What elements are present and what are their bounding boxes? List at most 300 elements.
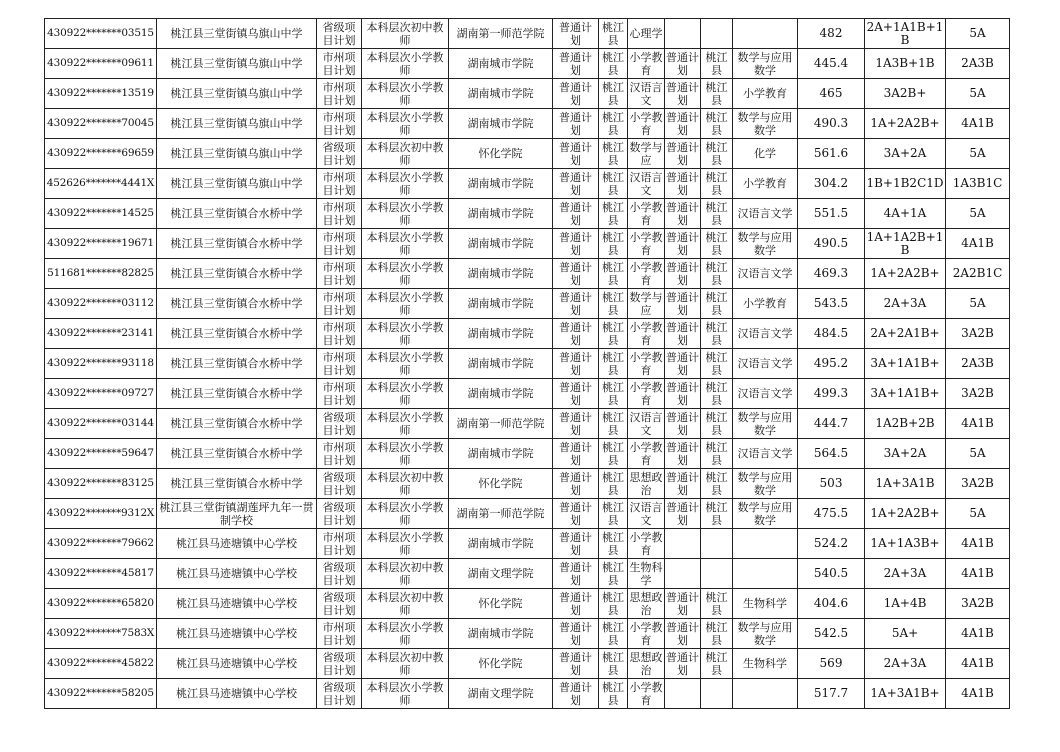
- cell-major-2: 数学与应用数学: [733, 469, 798, 499]
- cell-county-2: 桃江县: [701, 469, 733, 499]
- cell-plan-type-1: 普通计划: [553, 79, 599, 109]
- cell-school: 桃江县马迹塘镇中心学校: [157, 529, 317, 559]
- cell-major-2: 数学与应用数学: [733, 109, 798, 139]
- cell-county-2: 桃江县: [701, 139, 733, 169]
- cell-combo-2: 4A1B: [946, 109, 1010, 139]
- cell-combo-1: 1A+2A2B+: [865, 109, 946, 139]
- cell-id: 430922*******45822: [45, 649, 157, 679]
- cell-plan-type-2: 普通计划: [666, 230, 699, 257]
- cell-major-1: 数学与应: [629, 290, 663, 317]
- cell-combo-1: 1A+4B: [865, 589, 946, 619]
- cell-county-2: [701, 679, 733, 709]
- cell-teacher-type: 本科层次小学教师: [362, 679, 449, 709]
- cell-college: 怀化学院: [449, 469, 553, 499]
- cell-combo-1: 4A+1A: [865, 199, 946, 229]
- cell-plan-level: 市州项目计划: [317, 79, 362, 109]
- cell-plan-type-1: 普通计划: [553, 49, 599, 79]
- cell-school: 桃江县三堂街镇合水桥中学: [157, 199, 317, 229]
- cell-teacher-type: 本科层次小学教师: [362, 409, 449, 439]
- cell-score: 503: [798, 469, 865, 499]
- cell-teacher-type: 本科层次小学教师: [362, 109, 449, 139]
- table-row: [45, 229, 1010, 259]
- cell-teacher-type: 本科层次初中教师: [362, 139, 449, 169]
- cell-teacher-type: 本科层次初中教师: [362, 19, 449, 49]
- cell-school: 桃江县三堂街镇合水桥中学: [157, 469, 317, 499]
- cell-college: 湖南城市学院: [449, 79, 553, 109]
- cell-county-1: 桃江县: [599, 139, 628, 169]
- cell-combo-1: 1A+1A3B+: [865, 529, 946, 559]
- cell-major-1: 小学教育: [629, 440, 663, 467]
- cell-plan-type-1: 普通计划: [553, 559, 599, 589]
- cell-score: 564.5: [798, 439, 865, 469]
- table-row: [45, 679, 1010, 709]
- cell-school: 桃江县三堂街镇乌旗山中学: [157, 169, 317, 199]
- cell-id: 430922*******19671: [45, 229, 157, 259]
- cell-county-1: 桃江县: [599, 589, 628, 619]
- cell-major-2: 汉语言文学: [733, 199, 798, 229]
- table-row: [45, 469, 1010, 499]
- cell-combo-2: 5A: [946, 19, 1010, 49]
- cell-score: 543.5: [798, 289, 865, 319]
- cell-school: 桃江县马迹塘镇中心学校: [157, 649, 317, 679]
- cell-college: 湖南第一师范学院: [449, 409, 553, 439]
- cell-plan-type-1: 普通计划: [553, 439, 599, 469]
- cell-combo-1: 3A+2A: [865, 139, 946, 169]
- cell-plan-type-2: 普通计划: [666, 440, 699, 467]
- cell-combo-1: 1A+3A1B+: [865, 679, 946, 709]
- cell-major-1: 小学教育: [629, 50, 663, 77]
- cell-combo-2: 4A1B: [946, 679, 1010, 709]
- cell-county-1: 桃江县: [599, 199, 628, 229]
- cell-teacher-type: 本科层次小学教师: [362, 379, 449, 409]
- cell-school: 桃江县三堂街镇乌旗山中学: [157, 109, 317, 139]
- cell-teacher-type: 本科层次小学教师: [362, 529, 449, 559]
- cell-combo-2: 5A: [946, 79, 1010, 109]
- cell-combo-2: 5A: [946, 199, 1010, 229]
- cell-plan-type-1: 普通计划: [553, 529, 599, 559]
- cell-combo-2: 4A1B: [946, 229, 1010, 259]
- cell-college: 湖南城市学院: [449, 49, 553, 79]
- cell-college: 湖南城市学院: [449, 379, 553, 409]
- table-row: [45, 199, 1010, 229]
- cell-combo-1: 1A2B+2B: [865, 409, 946, 439]
- cell-plan-type-1: 普通计划: [553, 199, 599, 229]
- cell-major-1: 小学教育: [629, 680, 663, 707]
- cell-county-1: 桃江县: [599, 499, 628, 529]
- cell-county-1: 桃江县: [599, 319, 628, 349]
- cell-school: 桃江县三堂街镇湖莲坪九年一贯制学校: [157, 499, 317, 529]
- cell-combo-2: 3A2B: [946, 469, 1010, 499]
- cell-combo-1: 1A3B+1B: [865, 49, 946, 79]
- cell-major-2: [733, 679, 798, 709]
- cell-teacher-type: 本科层次小学教师: [362, 79, 449, 109]
- cell-school: 桃江县三堂街镇合水桥中学: [157, 439, 317, 469]
- cell-teacher-type: 本科层次小学教师: [362, 49, 449, 79]
- cell-plan-level: 省级项目计划: [317, 409, 362, 439]
- cell-county-2: 桃江县: [701, 259, 733, 289]
- cell-plan-type-1: 普通计划: [553, 289, 599, 319]
- cell-score: 444.7: [798, 409, 865, 439]
- cell-college: 湖南城市学院: [449, 319, 553, 349]
- cell-school: 桃江县三堂街镇乌旗山中学: [157, 19, 317, 49]
- cell-score: 495.2: [798, 349, 865, 379]
- cell-plan-type-1: 普通计划: [553, 589, 599, 619]
- cell-combo-2: 2A3B: [946, 49, 1010, 79]
- table-row: [45, 409, 1010, 439]
- cell-major-1: 心理学: [628, 19, 665, 49]
- cell-college: 湖南城市学院: [449, 199, 553, 229]
- cell-major-2: 小学教育: [733, 169, 798, 199]
- cell-combo-1: 5A+: [865, 619, 946, 649]
- cell-plan-type-2: 普通计划: [666, 620, 699, 647]
- cell-county-2: 桃江县: [701, 349, 733, 379]
- cell-major-2: 小学教育: [733, 79, 798, 109]
- cell-score: 404.6: [798, 589, 865, 619]
- cell-plan-type-1: 普通计划: [553, 619, 599, 649]
- cell-teacher-type: 本科层次小学教师: [362, 439, 449, 469]
- cell-college: 湖南城市学院: [449, 439, 553, 469]
- cell-combo-1: 3A+1A1B+: [865, 349, 946, 379]
- cell-school: 桃江县马迹塘镇中心学校: [157, 559, 317, 589]
- cell-county-1: 桃江县: [599, 409, 628, 439]
- cell-combo-1: 1A+1A2B+1B: [865, 229, 946, 259]
- cell-major-1: 小学教育: [629, 620, 663, 647]
- cell-teacher-type: 本科层次小学教师: [362, 319, 449, 349]
- cell-id: 430922*******58205: [45, 679, 157, 709]
- cell-combo-2: 4A1B: [946, 559, 1010, 589]
- cell-combo-1: 2A+3A: [865, 559, 946, 589]
- table-row: [45, 319, 1010, 349]
- cell-county-2: 桃江县: [701, 49, 733, 79]
- cell-plan-type-2: 普通计划: [666, 590, 699, 617]
- cell-college: 怀化学院: [449, 589, 553, 619]
- cell-major-2: 汉语言文学: [733, 319, 798, 349]
- cell-plan-level: 市州项目计划: [317, 49, 362, 79]
- cell-college: 湖南城市学院: [449, 169, 553, 199]
- cell-combo-2: 5A: [946, 439, 1010, 469]
- cell-major-2: 数学与应用数学: [733, 229, 798, 259]
- cell-teacher-type: 本科层次初中教师: [362, 589, 449, 619]
- cell-college: 湖南文理学院: [449, 559, 553, 589]
- cell-county-1: 桃江县: [599, 79, 628, 109]
- cell-plan-level: 市州项目计划: [317, 259, 362, 289]
- cell-id: 430922*******45817: [45, 559, 157, 589]
- cell-teacher-type: 本科层次小学教师: [362, 229, 449, 259]
- cell-college: 湖南第一师范学院: [449, 499, 553, 529]
- cell-county-1: 桃江县: [599, 229, 628, 259]
- cell-combo-2: 4A1B: [946, 649, 1010, 679]
- cell-college: 湖南城市学院: [449, 229, 553, 259]
- cell-county-1: 桃江县: [599, 619, 628, 649]
- cell-county-1: 桃江县: [599, 169, 628, 199]
- cell-combo-2: 5A: [946, 499, 1010, 529]
- cell-major-2: 汉语言文学: [733, 349, 798, 379]
- cell-major-1: 小学教育: [629, 320, 663, 347]
- cell-school: 桃江县马迹塘镇中心学校: [157, 589, 317, 619]
- cell-plan-type-1: 普通计划: [553, 649, 599, 679]
- cell-county-2: 桃江县: [701, 79, 733, 109]
- cell-combo-1: 1B+1B2C1D: [865, 169, 946, 199]
- cell-score: 469.3: [798, 259, 865, 289]
- cell-college: 湖南城市学院: [449, 619, 553, 649]
- cell-plan-type-2: [665, 559, 701, 589]
- cell-county-1: 桃江县: [599, 49, 628, 79]
- cell-plan-type-2: 普通计划: [666, 50, 699, 77]
- cell-major-2: 生物科学: [733, 649, 798, 679]
- cell-major-1: 生物科学: [629, 560, 663, 587]
- table-row: [45, 439, 1010, 469]
- cell-major-1: 小学教育: [629, 230, 663, 257]
- cell-county-2: 桃江县: [701, 379, 733, 409]
- cell-combo-1: 2A+3A: [865, 649, 946, 679]
- cell-major-2: 汉语言文学: [733, 439, 798, 469]
- cell-combo-2: 3A2B: [946, 379, 1010, 409]
- cell-county-2: [701, 529, 733, 559]
- cell-teacher-type: 本科层次小学教师: [362, 349, 449, 379]
- cell-major-1: 小学教育: [629, 260, 663, 287]
- cell-teacher-type: 本科层次小学教师: [362, 289, 449, 319]
- cell-college: 怀化学院: [449, 139, 553, 169]
- table-row: [45, 349, 1010, 379]
- cell-college: 怀化学院: [449, 649, 553, 679]
- cell-school: 桃江县三堂街镇合水桥中学: [157, 289, 317, 319]
- cell-major-1: 小学教育: [629, 350, 663, 377]
- cell-score: 551.5: [798, 199, 865, 229]
- cell-plan-level: 市州项目计划: [317, 619, 362, 649]
- cell-teacher-type: 本科层次小学教师: [362, 169, 449, 199]
- cell-college: 湖南文理学院: [449, 679, 553, 709]
- cell-id: 430922*******03112: [45, 289, 157, 319]
- cell-plan-level: 市州项目计划: [317, 289, 362, 319]
- cell-score: 490.3: [798, 109, 865, 139]
- cell-plan-type-1: 普通计划: [553, 499, 599, 529]
- cell-school: 桃江县三堂街镇乌旗山中学: [157, 79, 317, 109]
- cell-plan-level: 市州项目计划: [317, 199, 362, 229]
- cell-major-2: 数学与应用数学: [733, 499, 798, 529]
- table-row: [45, 169, 1010, 199]
- cell-college: 湖南城市学院: [449, 109, 553, 139]
- cell-county-1: 桃江县: [599, 289, 628, 319]
- cell-school: 桃江县马迹塘镇中心学校: [157, 619, 317, 649]
- cell-major-1: 小学教育: [629, 200, 663, 227]
- cell-plan-level: 省级项目计划: [317, 559, 362, 589]
- cell-id: 452626*******4441X: [45, 169, 157, 199]
- cell-school: 桃江县三堂街镇合水桥中学: [157, 379, 317, 409]
- cell-combo-1: 2A+3A: [865, 289, 946, 319]
- table-row: [45, 649, 1010, 679]
- cell-major-2: 化学: [733, 139, 798, 169]
- cell-combo-2: 1A3B1C: [946, 169, 1010, 199]
- cell-teacher-type: 本科层次小学教师: [362, 259, 449, 289]
- cell-plan-level: 市州项目计划: [317, 109, 362, 139]
- cell-combo-2: 5A: [946, 139, 1010, 169]
- cell-major-2: 数学与应用数学: [733, 409, 798, 439]
- table-row: [45, 49, 1010, 79]
- cell-combo-1: 2A+1A1B+1B: [865, 19, 946, 49]
- cell-plan-type-2: 普通计划: [666, 320, 699, 347]
- cell-plan-level: 省级项目计划: [317, 139, 362, 169]
- cell-school: 桃江县三堂街镇合水桥中学: [157, 229, 317, 259]
- cell-score: 517.7: [798, 679, 865, 709]
- cell-combo-1: 2A+2A1B+: [865, 319, 946, 349]
- cell-combo-2: 4A1B: [946, 529, 1010, 559]
- cell-score: 304.2: [798, 169, 865, 199]
- cell-county-1: 桃江县: [599, 649, 628, 679]
- cell-plan-type-1: 普通计划: [553, 19, 599, 49]
- cell-id: 430922*******65820: [45, 589, 157, 619]
- cell-college: 湖南城市学院: [449, 259, 553, 289]
- cell-school: 桃江县马迹塘镇中心学校: [157, 679, 317, 709]
- cell-score: 524.2: [798, 529, 865, 559]
- cell-county-2: 桃江县: [701, 439, 733, 469]
- cell-county-2: 桃江县: [701, 409, 733, 439]
- table-row: [45, 19, 1010, 49]
- cell-plan-type-1: 普通计划: [553, 139, 599, 169]
- table-row: [45, 109, 1010, 139]
- table-row: [45, 529, 1010, 559]
- cell-plan-type-2: 普通计划: [666, 110, 699, 137]
- cell-combo-1: 1A+2A2B+: [865, 499, 946, 529]
- cell-school: 桃江县三堂街镇合水桥中学: [157, 409, 317, 439]
- cell-plan-type-2: 普通计划: [666, 140, 699, 167]
- cell-major-1: 思想政治: [629, 650, 663, 677]
- cell-plan-type-1: 普通计划: [553, 379, 599, 409]
- cell-major-2: 汉语言文学: [733, 379, 798, 409]
- cell-college: 湖南城市学院: [449, 529, 553, 559]
- cell-score: 490.5: [798, 229, 865, 259]
- cell-plan-type-1: 普通计划: [553, 169, 599, 199]
- cell-college: 湖南第一师范学院: [449, 19, 553, 49]
- cell-combo-2: 2A3B: [946, 349, 1010, 379]
- cell-major-1: 小学教育: [629, 110, 663, 137]
- table-row: [45, 289, 1010, 319]
- cell-major-2: 数学与应用数学: [733, 49, 798, 79]
- cell-plan-type-2: 普通计划: [666, 410, 699, 437]
- cell-plan-level: 市州项目计划: [317, 439, 362, 469]
- cell-plan-type-1: 普通计划: [553, 109, 599, 139]
- cell-county-1: 桃江县: [599, 109, 628, 139]
- table-row: [45, 259, 1010, 289]
- cell-plan-type-1: 普通计划: [553, 679, 599, 709]
- cell-teacher-type: 本科层次小学教师: [362, 619, 449, 649]
- table-row: [45, 79, 1010, 109]
- cell-major-1: 思想政治: [629, 590, 663, 617]
- cell-combo-2: 2A2B1C: [946, 259, 1010, 289]
- cell-major-1: 数学与应: [629, 140, 663, 167]
- cell-id: 430922*******9312X: [45, 499, 157, 529]
- cell-college: 湖南城市学院: [449, 349, 553, 379]
- cell-school: 桃江县三堂街镇乌旗山中学: [157, 139, 317, 169]
- table-row: [45, 619, 1010, 649]
- cell-major-1: 汉语言文: [629, 410, 663, 437]
- cell-score: 482: [798, 19, 865, 49]
- cell-id: 430922*******23141: [45, 319, 157, 349]
- cell-plan-type-2: 普通计划: [666, 380, 699, 407]
- cell-teacher-type: 本科层次初中教师: [362, 469, 449, 499]
- cell-plan-type-2: [665, 679, 701, 709]
- cell-county-2: 桃江县: [701, 319, 733, 349]
- cell-plan-level: 省级项目计划: [317, 19, 362, 49]
- cell-major-1: 汉语言文: [629, 500, 663, 527]
- cell-county-1: 桃江县: [599, 19, 628, 49]
- cell-county-1: 桃江县: [599, 559, 628, 589]
- cell-major-1: 思想政治: [629, 470, 663, 497]
- cell-plan-type-1: 普通计划: [553, 229, 599, 259]
- cell-plan-type-1: 普通计划: [553, 349, 599, 379]
- cell-score: 499.3: [798, 379, 865, 409]
- cell-school: 桃江县三堂街镇乌旗山中学: [157, 49, 317, 79]
- cell-id: 430922*******13519: [45, 79, 157, 109]
- cell-major-2: 生物科学: [733, 589, 798, 619]
- cell-county-2: 桃江县: [701, 229, 733, 259]
- cell-plan-type-1: 普通计划: [553, 259, 599, 289]
- cell-score: 569: [798, 649, 865, 679]
- cell-id: 430922*******14525: [45, 199, 157, 229]
- cell-plan-level: 市州项目计划: [317, 379, 362, 409]
- cell-plan-type-2: [665, 19, 701, 49]
- cell-id: 430922*******7583X: [45, 619, 157, 649]
- cell-score: 475.5: [798, 499, 865, 529]
- cell-plan-level: 市州项目计划: [317, 529, 362, 559]
- cell-id: 430922*******09727: [45, 379, 157, 409]
- cell-major-1: 小学教育: [629, 380, 663, 407]
- cell-plan-type-2: 普通计划: [666, 170, 699, 197]
- cell-combo-1: 3A2B+: [865, 79, 946, 109]
- cell-county-1: 桃江县: [599, 529, 628, 559]
- cell-county-2: 桃江县: [701, 619, 733, 649]
- cell-major-2: [733, 559, 798, 589]
- cell-plan-level: 市州项目计划: [317, 349, 362, 379]
- cell-county-2: 桃江县: [701, 109, 733, 139]
- cell-county-2: [701, 559, 733, 589]
- cell-combo-2: 4A1B: [946, 409, 1010, 439]
- table-row: [45, 139, 1010, 169]
- cell-plan-type-2: 普通计划: [666, 260, 699, 287]
- cell-plan-level: 省级项目计划: [317, 469, 362, 499]
- cell-plan-type-1: 普通计划: [553, 469, 599, 499]
- cell-combo-2: 3A2B: [946, 319, 1010, 349]
- admission-table: [44, 18, 1010, 709]
- cell-major-2: [733, 19, 798, 49]
- cell-teacher-type: 本科层次小学教师: [362, 499, 449, 529]
- cell-plan-type-2: [665, 529, 701, 559]
- cell-id: 430922*******59647: [45, 439, 157, 469]
- cell-plan-level: 市州项目计划: [317, 229, 362, 259]
- cell-major-2: 汉语言文学: [733, 259, 798, 289]
- cell-id: 430922*******70045: [45, 109, 157, 139]
- cell-id: 430922*******03144: [45, 409, 157, 439]
- cell-major-2: 数学与应用数学: [733, 619, 798, 649]
- cell-combo-1: 3A+1A1B+: [865, 379, 946, 409]
- cell-county-2: 桃江县: [701, 499, 733, 529]
- cell-major-2: 小学教育: [733, 289, 798, 319]
- cell-county-2: 桃江县: [701, 649, 733, 679]
- cell-id: 430922*******93118: [45, 349, 157, 379]
- cell-major-1: 小学教育: [629, 530, 663, 557]
- cell-combo-2: 4A1B: [946, 619, 1010, 649]
- cell-school: 桃江县三堂街镇合水桥中学: [157, 259, 317, 289]
- cell-id: 430922*******03515: [45, 19, 157, 49]
- cell-combo-1: 1A+2A2B+: [865, 259, 946, 289]
- cell-plan-type-1: 普通计划: [553, 409, 599, 439]
- cell-id: 430922*******69659: [45, 139, 157, 169]
- table-row: [45, 559, 1010, 589]
- table-row: [45, 589, 1010, 619]
- cell-county-2: 桃江县: [701, 169, 733, 199]
- cell-id: 511681*******82825: [45, 259, 157, 289]
- cell-school: 桃江县三堂街镇合水桥中学: [157, 319, 317, 349]
- cell-plan-type-2: 普通计划: [666, 290, 699, 317]
